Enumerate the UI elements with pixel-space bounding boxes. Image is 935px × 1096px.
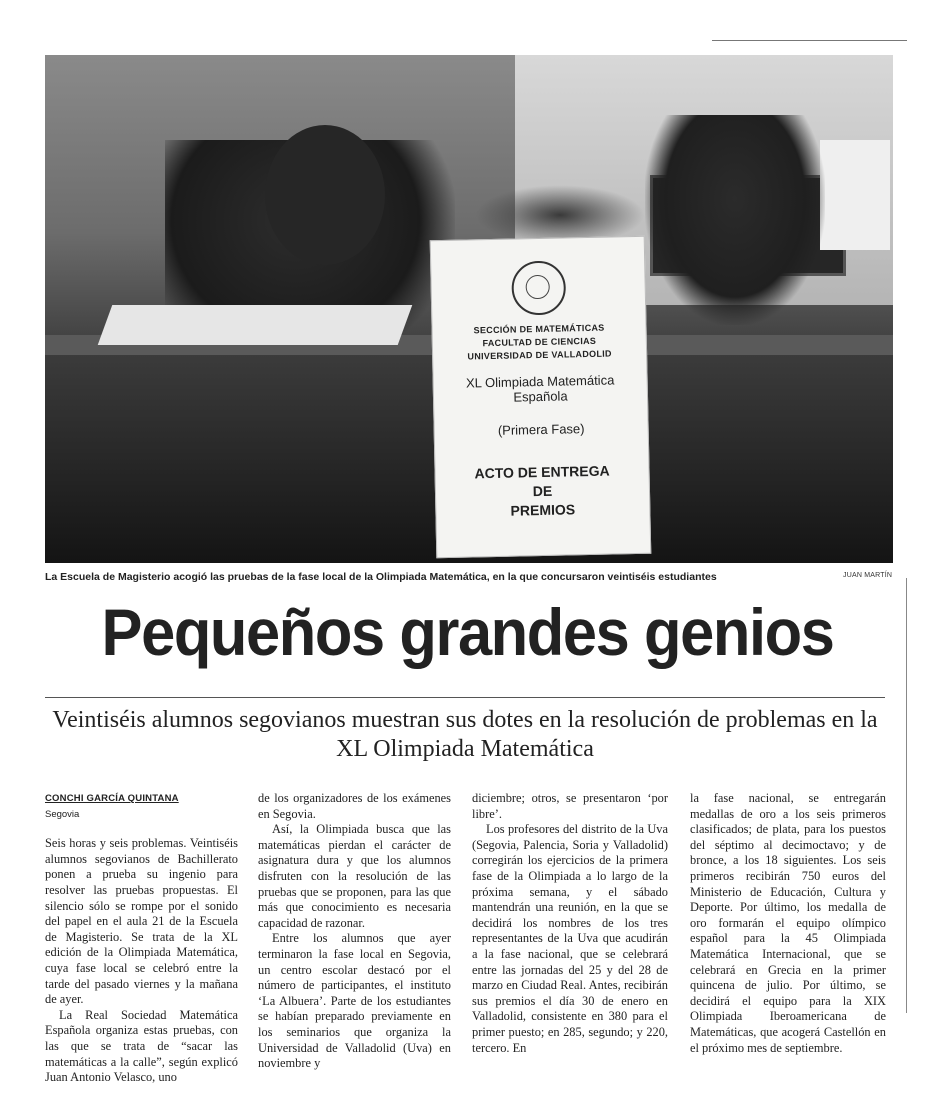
article-column-2: [258, 791, 451, 1072]
paragraph: de los organizadores de los exámenes en Segovia.: [258, 791, 451, 821]
photo-caption: La Escuela de Magisterio acogió las pruebas de la fase local de la Olimpiada Matemática, en la que concursaron veintiséis estudiantes: [45, 571, 717, 583]
sign-line: Española: [513, 388, 568, 405]
top-rule: [712, 40, 907, 41]
photo-student-left-head: [265, 125, 385, 265]
paragraph: La Real Sociedad Matemática Española organiza estas pruebas, con las que se trata de “sacar las matemáticas a la calle”, según explicó Juan Antonio Velasco, uno: [45, 1007, 238, 1085]
dateline: Segovia: [45, 808, 80, 820]
photo-window: [820, 140, 890, 250]
paragraph: Seis horas y seis problemas. Veintiséis alumnos segovianos de Bachillerato ponen a prueba su ingenio para resolver las pruebas propuestas. El silencio sólo se rompe por el sonido del papel en el aula 21 de la Escuela de Magisterio. Se trata de la XL edición de la Olimpiada Matemática, cuya fase local se celebró entre la tarde del pasado viernes y la mañana de ayer.: [45, 836, 238, 1007]
sign-line: FACULTAD DE CIENCIAS: [482, 335, 597, 349]
olympiad-sign: [430, 236, 652, 558]
paragraph: Los profesores del distrito de la Uva (Segovia, Palencia, Soria y Valladolid) corregirán los ejercicios de la primera fase de la Olimpiada a lo largo de la próxima semana, y el sábado mantendrán una reunión, en la que se decidirá los nombres de los tres representantes de la Uva que acudirán a la fase nacional, que se celebrará entre las jornadas del 25 y del 28 de marzo en Ciudad Real. Antes, recibirán sus premios el día 30 de enero en Valladolid, consistente en 380 para el primer puesto; en 285, segundo; y 220, tercero. En: [472, 822, 668, 1055]
paragraph: Entre los alumnos que ayer terminaron la fase local en Segovia, un centro escolar destacó por el número de participantes, el instituto ‘La Albuera’. Parte de los estudiantes se habían preparado previamente en los seminarios que organiza la Universidad de Valladolid (Uva) en noviembre y: [258, 931, 451, 1071]
sign-line: UNIVERSIDAD DE VALLADOLID: [467, 348, 612, 362]
article-column-4: [690, 791, 886, 1056]
sign-line: XL Olimpiada Matemática: [465, 372, 615, 391]
paragraph: la fase nacional, se entregarán medallas de oro a los seis primeros clasificados; de plata, para los puestos del séptimo al decimoctavo; y de bronce, a los 18 siguientes. Los seis primeros recibirán 750 euros del Ministerio de Educación, Cultura y Deporte. Por último, los medalla de oro formarán el equipo olímpico español para la 45 Olimpiada Matemática Internacional, que se celebrará en Grecia en la primer quincena de julio. Por último, se decidirá el equipo para la XIX Olimpiada Iberoamericana de Matemáticas, que acogerá Castellón en el próximo mes de septiembre.: [690, 791, 886, 1055]
headline: Pequeños grandes genios: [101, 595, 834, 669]
sign-line: ACTO DE ENTREGA: [474, 462, 610, 482]
sign-line: PREMIOS: [510, 501, 576, 519]
photo-credit: JUAN MARTÍN: [843, 572, 893, 579]
paragraph: Así, la Olimpiada busca que las matemáticas pierdan el carácter de asignatura dura y que los alumnos disfruten con la resolución de las pruebas que se proponen, para las que más que conocimiento es necesaria capacidad de razonar.: [258, 822, 451, 930]
article-column-3: [472, 791, 668, 1056]
photo-student-right: [645, 115, 825, 325]
sign-line: (Primera Fase): [497, 421, 585, 438]
paragraph: diciembre; otros, se presentaron ‘por libre’.: [472, 791, 668, 821]
sign-line: DE: [532, 482, 553, 500]
subheadline: Veintiséis alumnos segovianos muestran sus dotes en la resolución de problemas en la XL Olimpiada Matemática: [52, 707, 878, 762]
page-edge-rule: [906, 578, 907, 1013]
headline-rule: [45, 697, 885, 698]
article-column-1: [45, 791, 238, 1086]
photo-exam-paper: [98, 305, 413, 345]
byline: CONCHI GARCÍA QUINTANA: [45, 793, 179, 804]
sign-line: SECCIÓN DE MATEMÁTICAS: [473, 322, 605, 336]
university-seal-icon: [511, 260, 566, 315]
